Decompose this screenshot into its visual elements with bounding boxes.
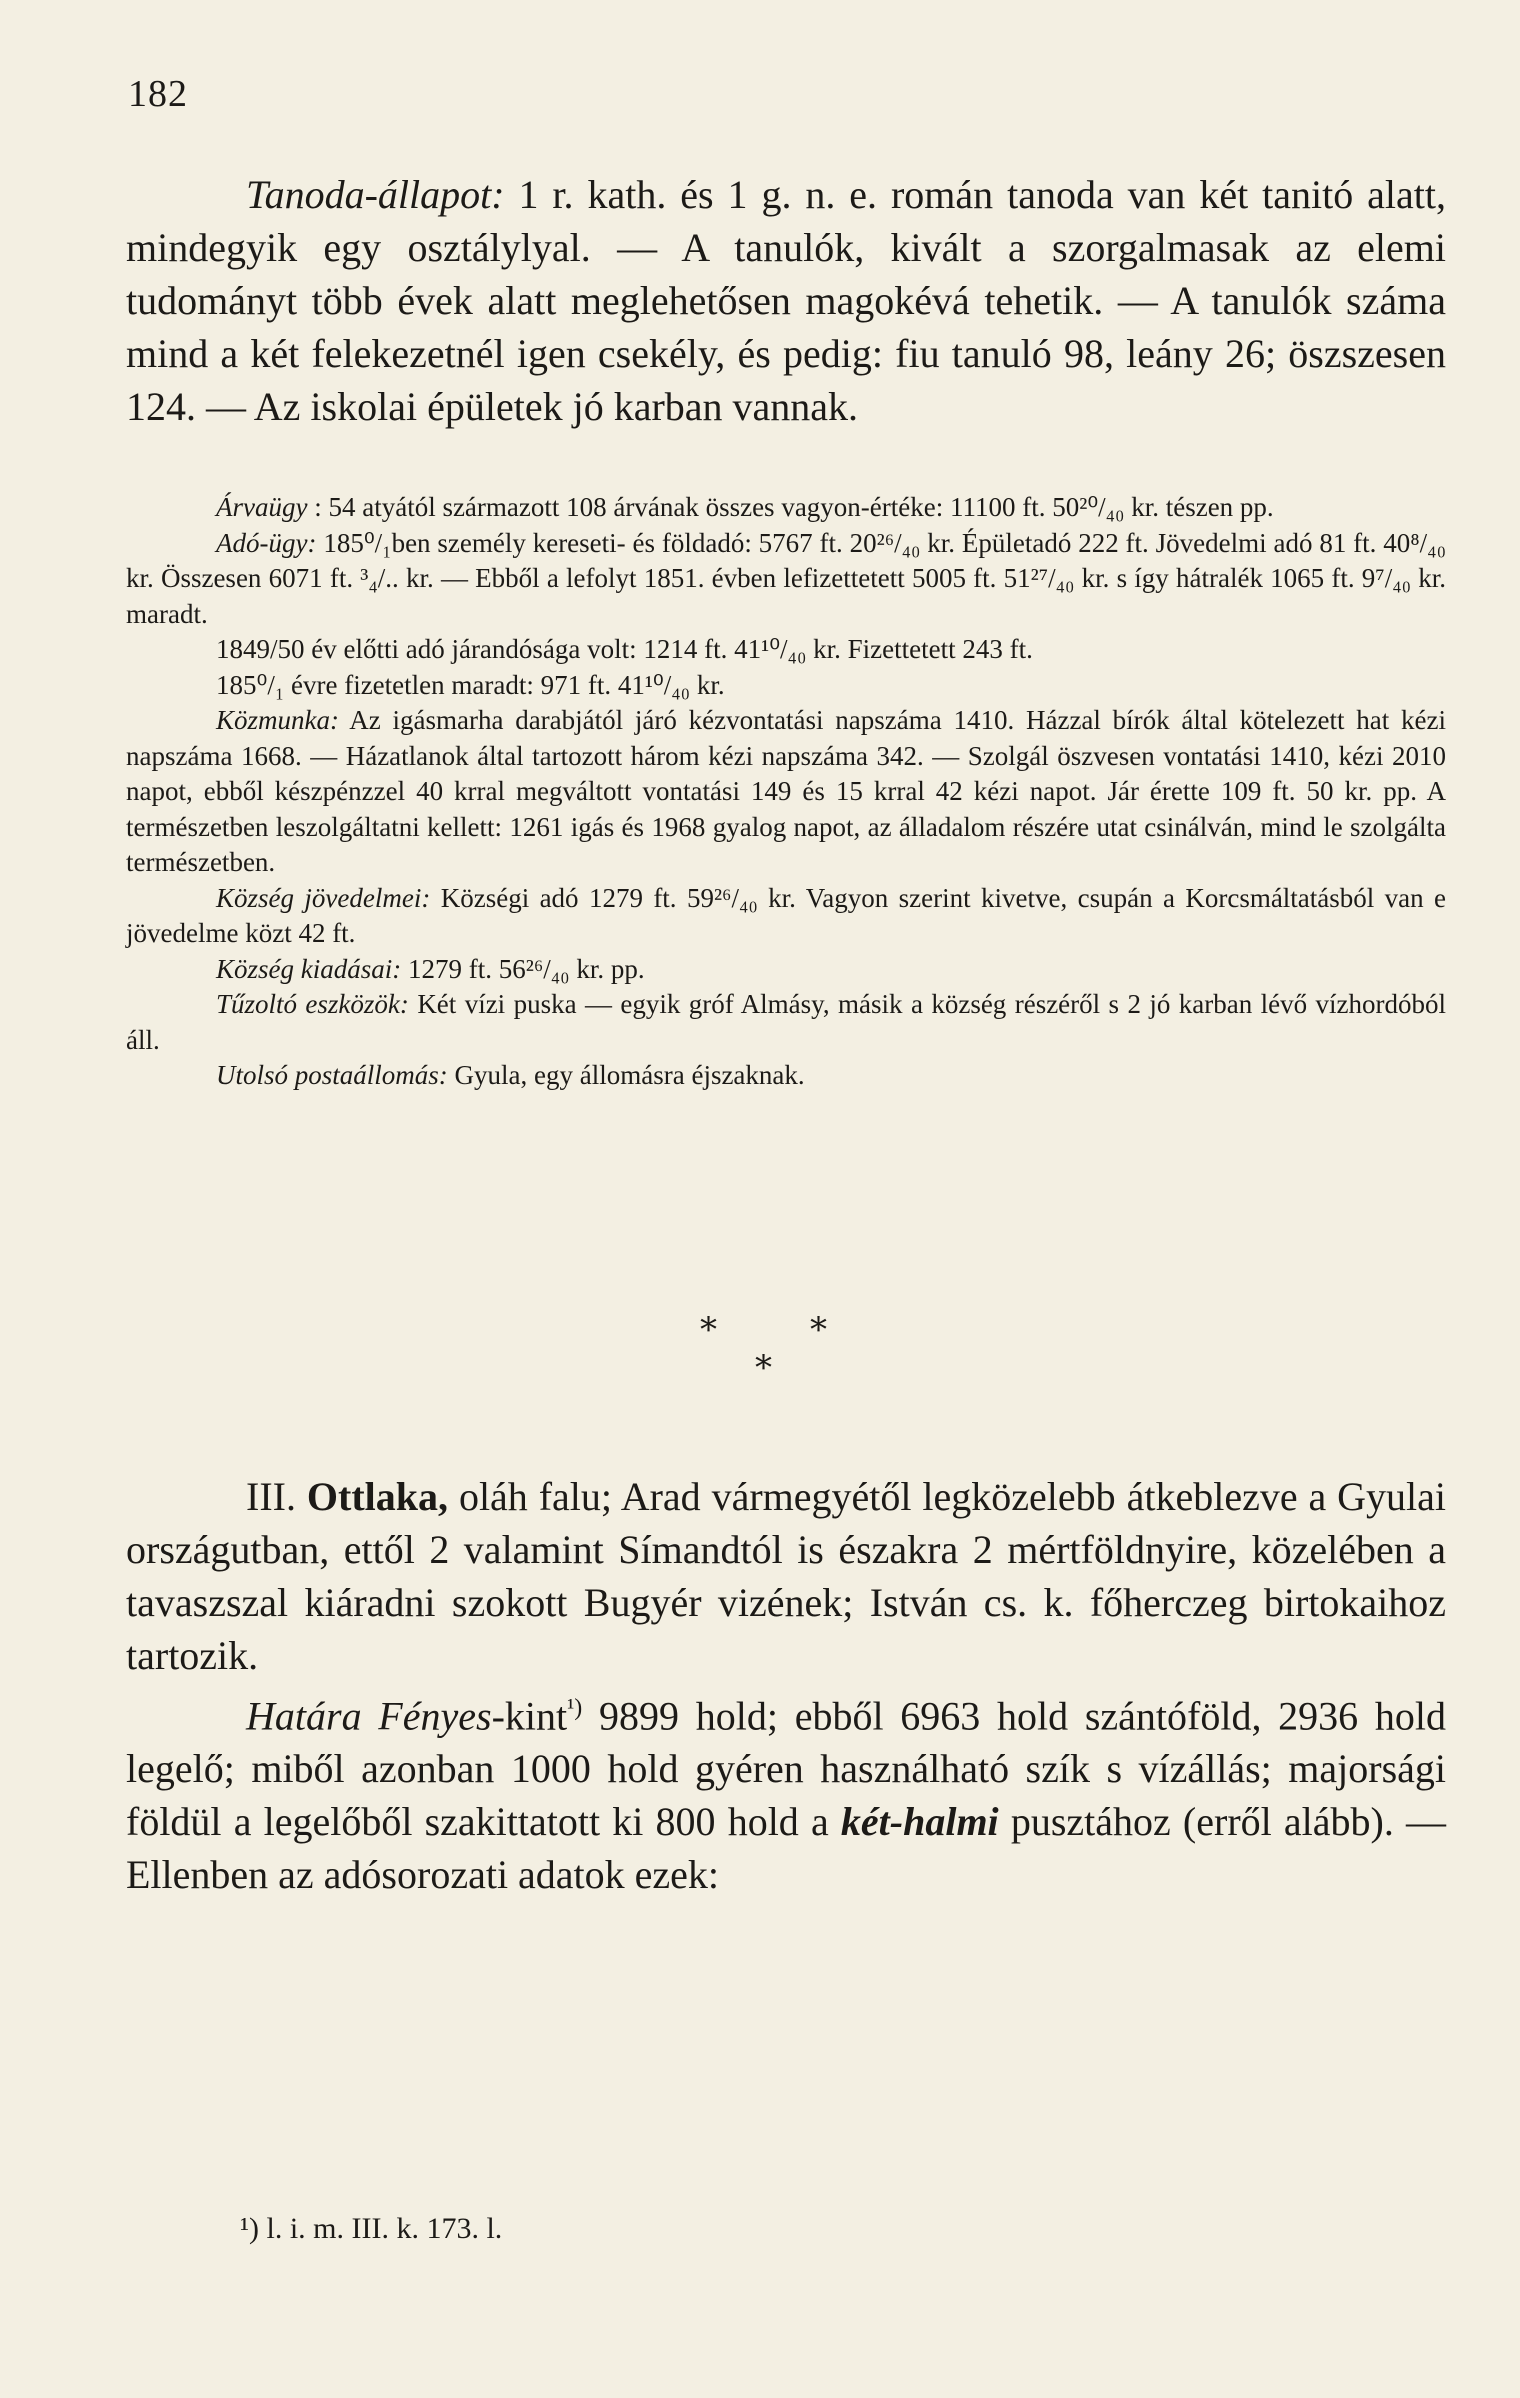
star-glyph: * <box>700 1310 717 1350</box>
footnote: ¹) l. i. m. III. k. 173. l. <box>240 2212 503 2245</box>
footnote-marker: ¹) <box>567 1695 583 1721</box>
kozseg-jovedelmei-label: Község jövedelmei: <box>216 882 431 913</box>
kozmunka-text: Az igásmarha darabjától járó kézvontatási napszáma 1410. Házzal bírók által kötelezett hat kézi napszáma 1668. — Házatlanok által tartozott három kézi napszáma 342. — Szolgál öszvesen vontatási 1410, kézi 2010 napot, ebből készpénzzel 40 krral megváltott vontatási 149 és 15 krral 42 kézi napot. Jár érette 109 ft. 50 kr. pp. A természetben leszolgáltatni kellett: 1261 igás és 1968 gyalog napot, az álladalom részére utat csinálván, mind le szolgálta természetben. <box>126 705 1446 877</box>
ket-halmi-emphasis: két-halmi <box>840 1799 999 1845</box>
hatara-label: Határa Fényes <box>246 1693 492 1739</box>
kozseg-kiadasai-text: 1279 ft. 56²⁶/₄₀ kr. pp. <box>408 953 645 984</box>
arvaugy-text: : 54 atyától származott 108 árvának összes vagyon-értéke: 11100 ft. 50²⁰/₄₀ kr. tészen pp. <box>314 492 1274 522</box>
posta-text: Gyula, egy állomásra éjszaknak. <box>454 1060 805 1090</box>
adougy-line2: 1849/50 év előtti adó járandósága volt: 1214 ft. 41¹⁰/₄₀ kr. Fizettetett 243 ft. <box>216 634 1033 664</box>
kozmunka-label: Közmunka: <box>216 705 339 735</box>
tuzolto-label: Tűzoltó eszközök: <box>216 989 409 1019</box>
star-glyph: * <box>755 1348 772 1388</box>
adougy-label: Adó-ügy: <box>216 527 317 558</box>
section-numeral: III. <box>246 1474 296 1519</box>
village-name: Ottlaka, <box>306 1474 449 1519</box>
admin-notes <box>126 490 1446 1094</box>
star-glyph: * <box>810 1310 827 1350</box>
section-divider-stars <box>660 1310 860 1388</box>
hatara-label-suffix: -kint <box>491 1693 568 1739</box>
arvaugy-label: Árvaügy <box>216 492 308 522</box>
page-number: 182 <box>128 73 188 115</box>
hatara-text-b: pusztához (erről alább). — Ellenben az adósorozati adatok ezek: <box>126 1799 1447 1898</box>
posta-label: Utolsó postaállomás: <box>216 1060 448 1090</box>
tanoda-text: 1 r. kath. és 1 g. n. e. román tanoda van két tanitó alatt, mindegyik egy osztálylyal. — A tanulók, kivált a szorgalmasak az elemi tudományt több évek alatt meglehetősen magokévá tehetik. — A tanulók száma mind a két felekezetnél igen csekély, és pedig: fiu tanuló 98, leány 26; öszszesen 124. — Az iskolai épületek jó karban vannak. <box>126 172 1446 429</box>
ottlaka-section <box>126 1470 1446 1901</box>
adougy-line3: 185⁰/₁ évre fizetetlen maradt: 971 ft. 41¹⁰/₄₀ kr. <box>216 669 725 700</box>
kozseg-jovedelmei-text: Községi adó 1279 ft. 59²⁶/₄₀ kr. Vagyon szerint kivetve, csupán a Korcsmáltatásból van e jövedelme közt 42 ft. <box>126 882 1447 948</box>
tanoda-paragraph <box>126 168 1446 433</box>
hatara-text-a: 9899 hold; ebből 6963 hold szántóföld, 2936 hold legelő; miből azonban 1000 hold gyéren használható szík s vízállás; majorsági földül a legelőből szakittatott ki 800 hold a <box>126 1693 1447 1845</box>
tuzolto-text: Két vízi puska — egyik gróf Almásy, másik a község részéről s 2 jó karban lévő vízhordóból áll. <box>126 989 1446 1055</box>
ottlaka-text: oláh falu; Arad vármegyétől legközelebb átkeblezve a Gyulai országutban, ettől 2 valamint Símandtól is északra 2 mértföldnyire, közelében a tavaszszal kiáradni szokott Bugyér vizének; István cs. k. főherczeg birtokaihoz tartozik. <box>126 1474 1447 1678</box>
tanoda-label: Tanoda-állapot: <box>246 172 505 217</box>
kozseg-kiadasai-label: Község kiadásai: <box>216 953 402 984</box>
adougy-text: 185⁰/₁ben személy kereseti- és földadó: 5767 ft. 20²⁶/₄₀ kr. Épületadó 222 ft. Jövedelmi adó 81 ft. 40⁸/₄₀ kr. Összesen 6071 ft. ³₄/.. kr. — Ebből a lefolyt 1851. évben lefizettetett 5005 ft. 51²⁷/₄₀ kr. s így hátralék 1065 ft. 9⁷/₄₀ kr. maradt. <box>126 527 1446 629</box>
